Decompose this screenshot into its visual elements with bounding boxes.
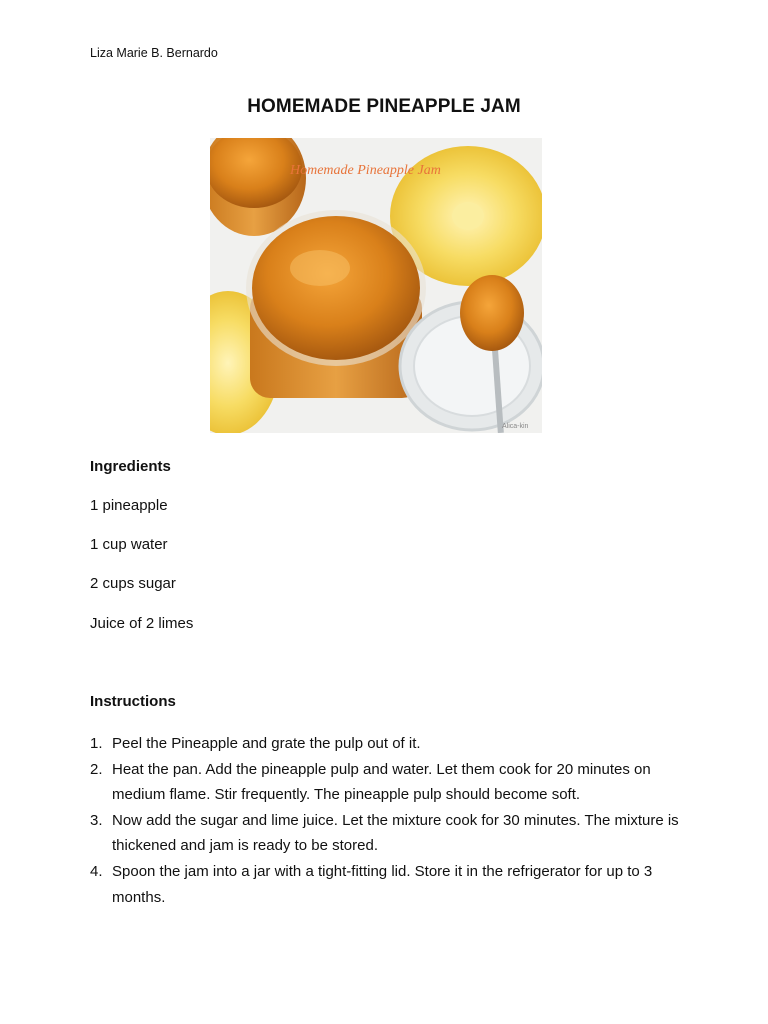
ingredient-item: 1 cup water [90,536,168,553]
step-number: 3. [90,811,103,829]
instruction-step [90,731,690,757]
step-number: 4. [90,862,103,880]
ingredient-item: 1 pineapple [90,497,168,514]
photo-watermark: Alica-kin [502,423,529,430]
step-text: Peel the Pineapple and grate the pulp out of it. [112,735,421,752]
step-number: 1. [90,735,103,752]
page-title: HOMEMADE PINEAPPLE JAM [247,96,521,117]
instructions-heading: Instructions [90,693,176,710]
instruction-step [90,808,690,859]
jam-photo [210,138,542,433]
ingredient-item: Juice of 2 limes [90,615,194,632]
step-text: Heat the pan. Add the pineapple pulp and water. Let them cook for 20 minutes on medium flame. Stir frequently. The pineapple pulp should become soft. [112,760,651,804]
instructions-list [90,731,690,910]
instruction-step [90,859,690,910]
step-text: Now add the sugar and lime juice. Let the mixture cook for 30 minutes. The mixture is thickened and jam is ready to be stored. [112,811,679,855]
ingredient-item: 2 cups sugar [90,575,176,592]
jam-photo-illustration [210,138,542,433]
instruction-step [90,757,690,808]
author-name: Liza Marie B. Bernardo [90,46,218,60]
photo-caption: Homemade Pineapple Jam [290,163,441,178]
step-text: Spoon the jam into a jar with a tight-fitting lid. Store it in the refrigerator for up to 3 months. [112,862,653,906]
step-number: 2. [90,760,103,778]
ingredients-heading: Ingredients [90,458,171,475]
